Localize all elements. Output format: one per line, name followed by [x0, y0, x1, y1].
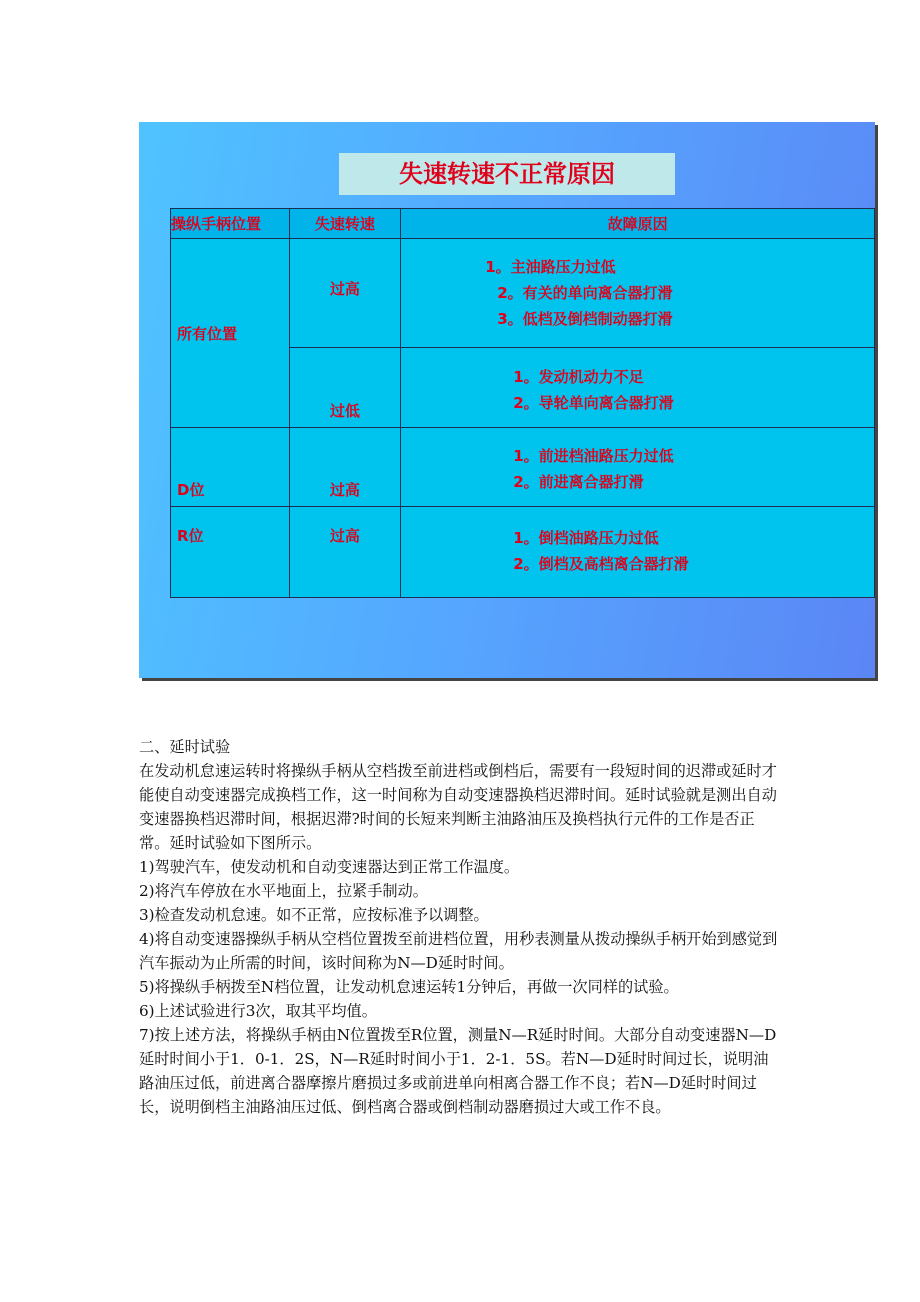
step-paragraph: 7)按上述方法，将操纵手柄由N位置拨至R位置，测量N—R延时时间。大部分自动变速器N—D延时时间小于1．0-1．2S，N—R延时时间小于1．2-1．5S。若N—D延时时间过长，说明油路油压过低，前进离合器摩擦片磨损过多或前进单向相离合器工作不良；若N—D延时时间过长，说明倒档主油路油压过低、倒档离合器或倒档制动器磨损过大或工作不良。: [139, 1026, 777, 1116]
cause-line: 1。前进档油路压力过低: [513, 447, 674, 465]
step-paragraph: 5)将操纵手柄拨至N档位置，让发动机怠速运转1分钟后，再做一次同样的试验。: [139, 978, 679, 996]
article-body: [139, 735, 779, 1119]
header-position: 操纵手柄位置: [171, 209, 290, 239]
table-row: [171, 428, 875, 507]
table-row: [171, 507, 875, 598]
speed-cell: 过高: [289, 428, 401, 507]
cause-table: [170, 208, 875, 598]
slide-image: [139, 122, 875, 678]
step-paragraph: 1)驾驶汽车，使发动机和自动变速器达到正常工作温度。: [139, 858, 520, 876]
cause-line: 3。低档及倒档制动器打滑: [497, 310, 673, 328]
cause-line: 1。倒档油路压力过低: [513, 529, 659, 547]
step-paragraph: 4)将自动变速器操纵手柄从空档位置拨至前进档位置，用秒表测量从拨动操纵手柄开始到感觉到汽车振动为止所需的时间，该时间称为N—D延时时间。: [139, 930, 778, 972]
section-heading: 二、延时试验: [139, 738, 231, 756]
step-paragraph: 6)上述试验进行3次，取其平均值。: [139, 1002, 377, 1020]
header-speed: 失速转速: [289, 209, 401, 239]
header-cause: 故障原因: [401, 209, 875, 239]
cause-cell: [401, 239, 875, 348]
cause-cell: [401, 507, 875, 598]
cause-cell: [401, 428, 875, 507]
table-header-row: [171, 209, 875, 239]
cause-line: 2。导轮单向离合器打滑: [513, 393, 674, 412]
cause-line: 1。发动机动力不足: [513, 367, 644, 386]
table-row: [171, 239, 875, 348]
position-cell: 所有位置: [171, 239, 290, 428]
cause-cell: [401, 348, 875, 428]
speed-cell: 过高: [289, 507, 401, 598]
position-cell: R位: [171, 507, 290, 598]
position-cell: D位: [171, 428, 290, 507]
cause-line: 2。有关的单向离合器打滑: [497, 284, 673, 302]
step-paragraph: 2)将汽车停放在水平地面上，拉紧手制动。: [139, 882, 428, 900]
speed-cell: 过低: [289, 348, 401, 428]
cause-line: 2。前进离合器打滑: [513, 473, 644, 491]
step-paragraph: 3)检查发动机怠速。如不正常，应按标准予以调整。: [139, 906, 489, 924]
slide-title: 失速转速不正常原因: [339, 153, 675, 195]
cause-line: 2。倒档及高档离合器打滑: [513, 555, 689, 573]
cause-line: 1。主油路压力过低: [485, 258, 616, 276]
speed-cell: 过高: [289, 239, 401, 348]
intro-paragraph: 在发动机怠速运转时将操纵手柄从空档拨至前进档或倒档后，需要有一段短时间的迟滞或延时才能使自动变速器完成换档工作，这一时间称为自动变速器换档迟滞时间。延时试验就是测出自动变速器换档迟滞时间，根据迟滞?时间的长短来判断主油路油压及换档执行元件的工作是否正常。延时试验如下图所示。: [139, 762, 777, 852]
